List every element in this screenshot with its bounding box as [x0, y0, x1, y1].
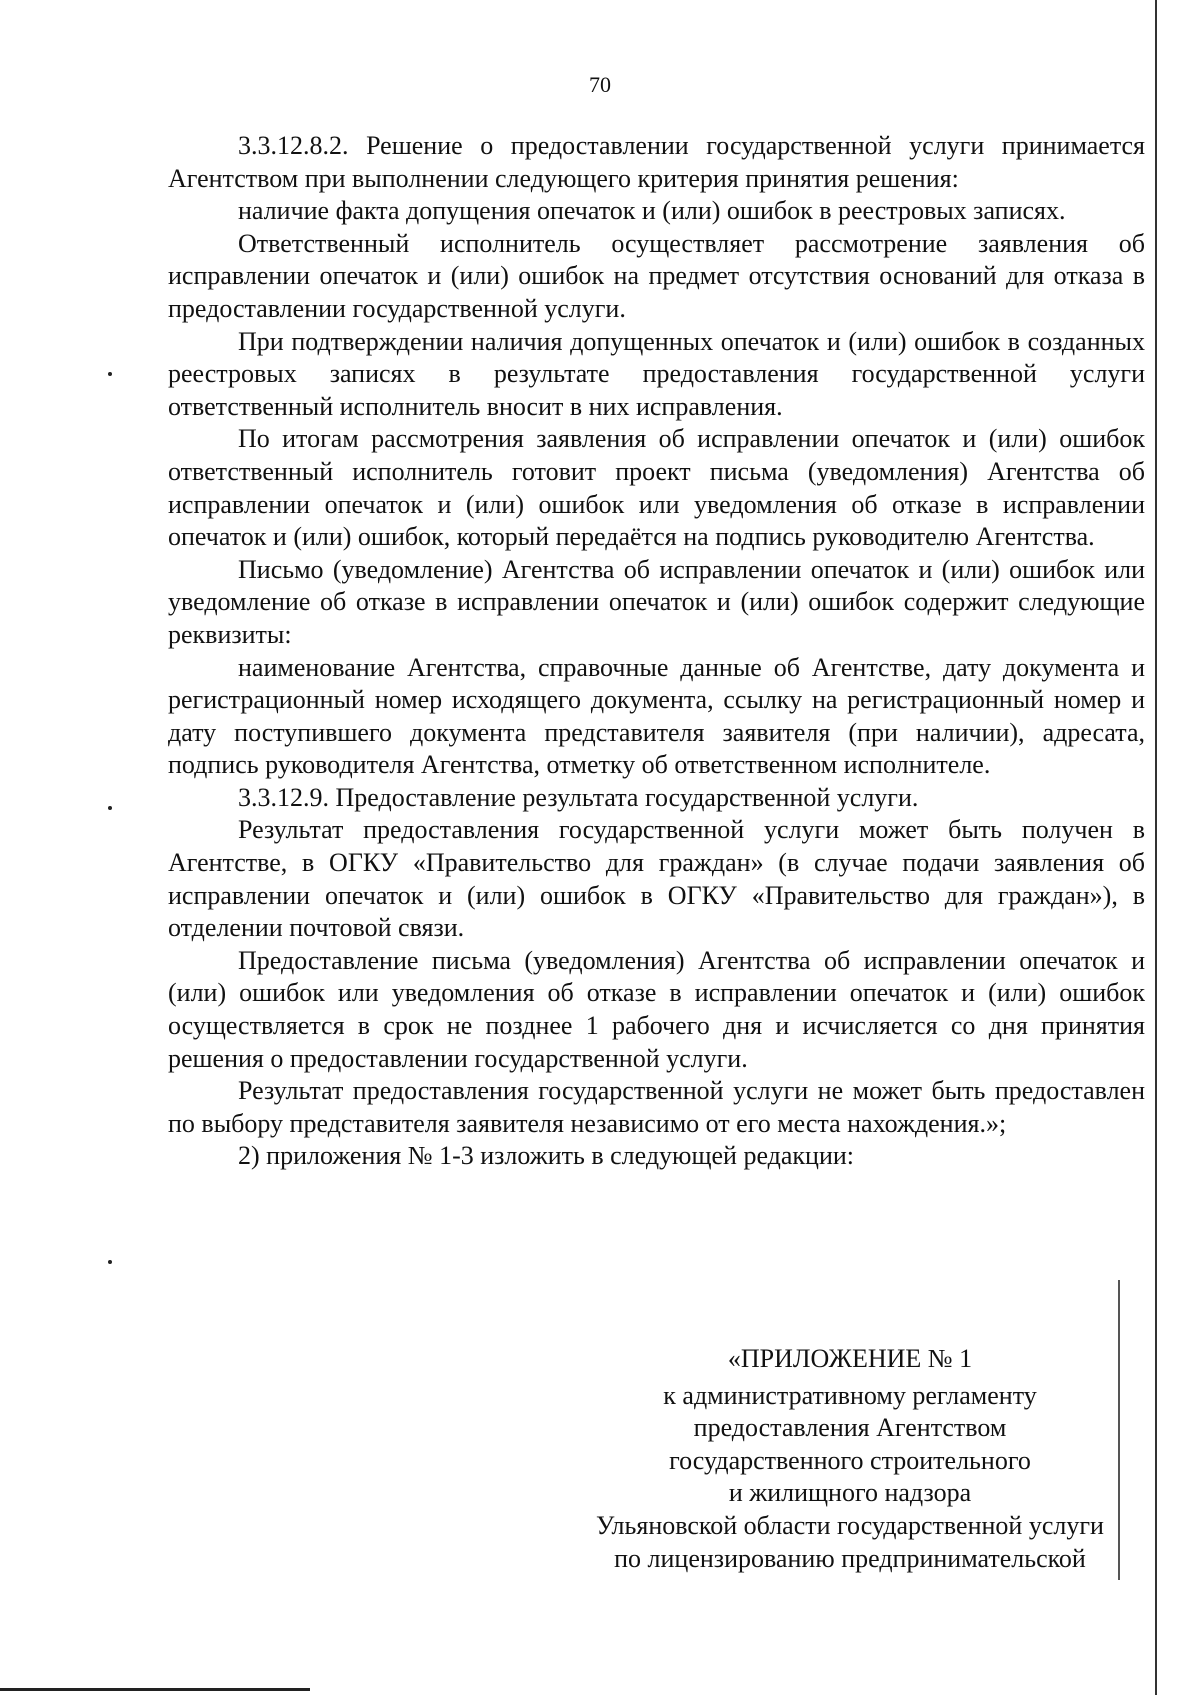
appendix-title: «ПРИЛОЖЕНИЕ № 1 [727, 1344, 973, 1373]
paragraph: Ответственный исполнитель осуществляет рассмотрение заявления об исправлении опечаток и (или) ошибок на предмет отсутствия оснований для отказа в предоставлении государственной услуги. [168, 228, 1145, 323]
paragraph: 3.3.12.8.2. Решение о предоставлении государственной услуги принимается Агентством при выполнении следующего критерия принятия решения: [168, 131, 1145, 193]
paragraph: 3.3.12.9. Предоставление результата государственной услуги. [238, 782, 919, 812]
scan-speck [108, 806, 112, 810]
appendix-line: Ульяновской области государственной услуги [596, 1510, 1104, 1540]
page-number: 70 [589, 72, 611, 97]
appendix-header [560, 1343, 1140, 1575]
appendix-line: государственного строительного [669, 1445, 1031, 1475]
paragraph: наименование Агентства, справочные данные об Агентстве, дату документа и регистрационный номер исходящего документа, ссылку на регистрационный номер и дату поступившего документа представителя заявителя (при наличии), адресата, подпись руководителя Агентства, отметку об ответственном исполнителе. [168, 652, 1145, 780]
appendix-line: по лицензированию предпринимательской [614, 1543, 1086, 1573]
bottom-rule [0, 1688, 310, 1691]
appendix-line: и жилищного надзора [728, 1478, 972, 1508]
scan-speck [108, 372, 112, 376]
paragraph: наличие факта допущения опечаток и (или) ошибок в реестровых записях. [238, 196, 1066, 226]
appendix-line: к административному регламенту [663, 1380, 1037, 1410]
paragraph: Письмо (уведомление) Агентства об исправлении опечаток и (или) ошибок или уведомление об отказе в исправлении опечаток и (или) ошибок содержит следующие реквизиты: [168, 554, 1145, 649]
scan-edge-line [1118, 1280, 1120, 1580]
scan-speck [108, 1260, 112, 1264]
paragraph: 2) приложения № 1-3 изложить в следующей редакции: [238, 1141, 855, 1171]
scan-edge-line [1155, 0, 1157, 1695]
document-body [168, 130, 1145, 1173]
paragraph: Предоставление письма (уведомления) Агентства об исправлении опечаток и (или) ошибок или уведомления об отказе в исправлении опечаток и (или) ошибок осуществляется в срок не позднее 1 рабочего дня и исчисляется со дня принятия решения о предоставлении государственной услуги. [168, 945, 1145, 1073]
paragraph: Результат предоставления государственной услуги не может быть предоставлен по выбору представителя заявителя независимо от его места нахождения.»; [168, 1076, 1145, 1138]
appendix-line: предоставления Агентством [693, 1413, 1007, 1443]
paragraph: По итогам рассмотрения заявления об исправлении опечаток и (или) ошибок ответственный исполнитель готовит проект письма (уведомления) Агентства об исправлении опечаток и (или) ошибок или уведомления об отказе в исправлении опечаток и (или) ошибок, который передаётся на подпись руководителю Агентства. [168, 424, 1145, 552]
paragraph: При подтверждении наличия допущенных опечаток и (или) ошибок в созданных реестровых записях в результате предоставления государственной услуги ответственный исполнитель вносит в них исправления. [168, 326, 1145, 421]
paragraph: Результат предоставления государственной услуги может быть получен в Агентстве, в ОГКУ «Правительство для граждан» (в случае подачи заявления об исправлении опечаток и (или) ошибок в ОГКУ «Правительство для граждан»), в отделении почтовой связи. [168, 815, 1145, 943]
